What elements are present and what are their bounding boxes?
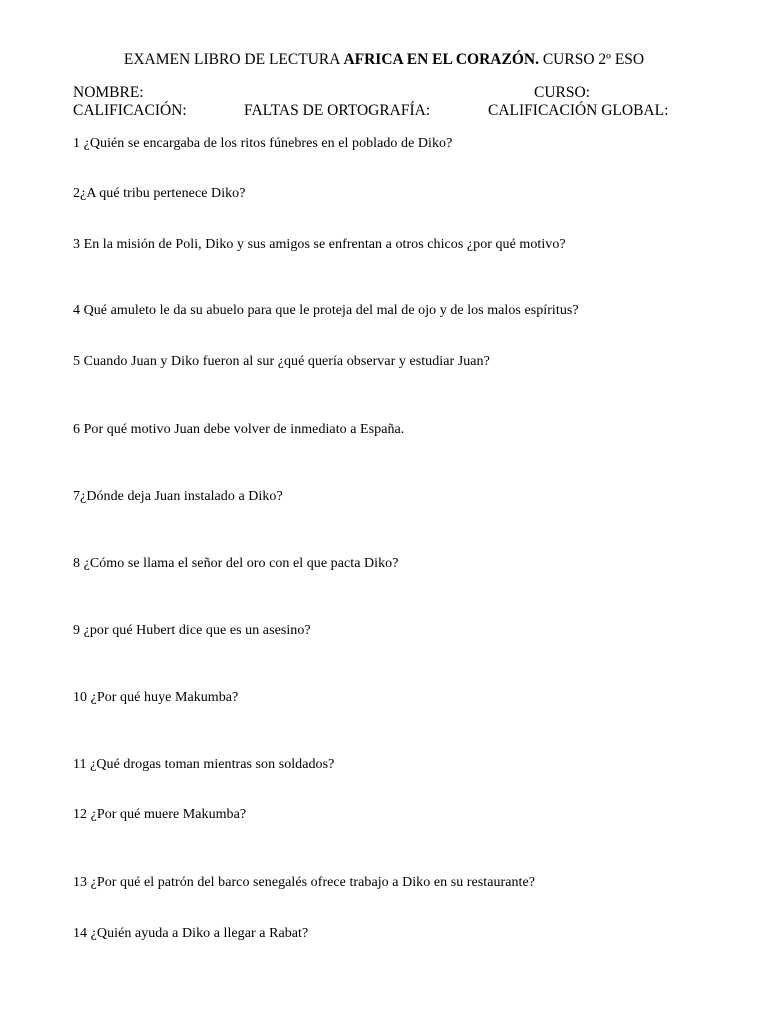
question-5: 5 Cuando Juan y Diko fueron al sur ¿qué quería observar y estudiar Juan? xyxy=(73,354,490,369)
book-title: AFRICA EN EL CORAZÓN. xyxy=(343,51,539,68)
title-text: EXAMEN LIBRO DE LECTURA xyxy=(123,51,344,68)
question-8: 8 ¿Cómo se llama el señor del oro con el que pacta Diko? xyxy=(73,556,399,571)
question-13: 13 ¿Por qué el patrón del barco senegalés ofrece trabajo a Diko en su restaurante? xyxy=(73,875,536,890)
question-4: 4 Qué amuleto le da su abuelo para que le proteja del mal de ojo y de los malos espíritus? xyxy=(73,303,579,318)
calificacion-global-label: CALIFICACIÓN GLOBAL: xyxy=(488,102,669,119)
faltas-ortografia-label: FALTAS DE ORTOGRAFÍA: xyxy=(244,102,431,119)
question-7: 7¿Dónde deja Juan instalado a Diko? xyxy=(73,489,283,504)
course-text: CURSO 2º ESO xyxy=(538,51,645,68)
question-6: 6 Por qué motivo Juan debe volver de inmediato a España. xyxy=(73,422,405,437)
calificacion-label: CALIFICACIÓN: xyxy=(73,102,187,119)
exam-title xyxy=(0,51,768,69)
question-11: 11 ¿Qué drogas toman mientras son soldados? xyxy=(73,757,335,772)
question-9: 9 ¿por qué Hubert dice que es un asesino? xyxy=(73,623,311,638)
question-3: 3 En la misión de Poli, Diko y sus amigos se enfrentan a otros chicos ¿por qué motivo? xyxy=(73,237,566,252)
question-1: 1 ¿Quién se encargaba de los ritos fúnebres en el poblado de Diko? xyxy=(73,136,453,151)
question-14: 14 ¿Quién ayuda a Diko a llegar a Rabat? xyxy=(73,926,309,941)
curso-label: CURSO: xyxy=(534,84,590,101)
question-2: 2¿A qué tribu pertenece Diko? xyxy=(73,186,246,201)
nombre-label: NOMBRE: xyxy=(73,84,144,101)
question-12: 12 ¿Por qué muere Makumba? xyxy=(73,807,247,822)
question-10: 10 ¿Por qué huye Makumba? xyxy=(73,690,239,705)
